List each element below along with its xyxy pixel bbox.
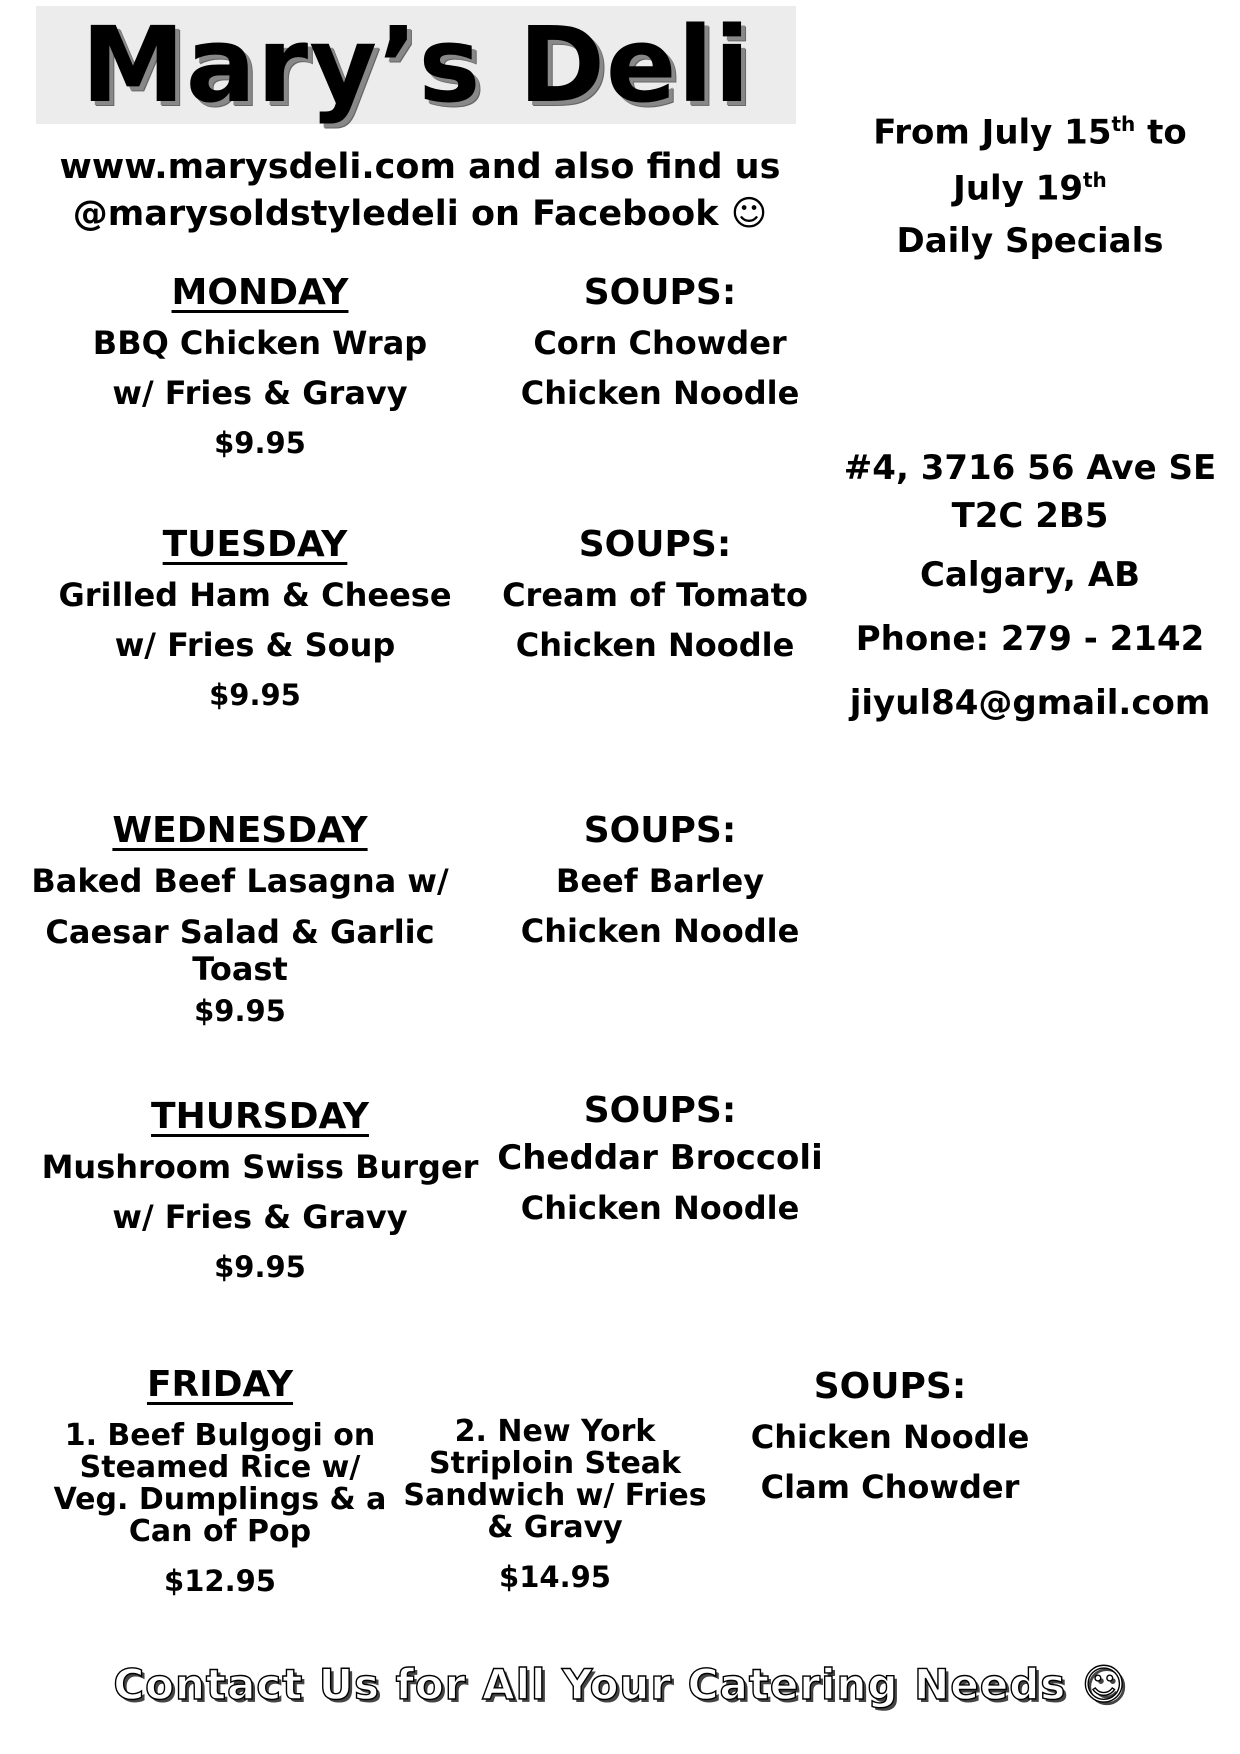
soup-item: Cream of Tomato [502,576,808,614]
address [840,444,1220,540]
web-info [40,144,800,238]
soups-heading: SOUPS: [578,524,732,565]
soup-item: Chicken Noodle [515,626,795,664]
price: $9.95 [214,1250,306,1284]
thursday-special [40,1096,480,1292]
facebook-line: @marysoldstyledeli on Facebook ☺ [72,194,768,234]
menu-item-line: w/ Fries & Soup [114,626,396,664]
menu-item-line: Baked Beef Lasagna w/ [31,862,449,900]
phone: Phone: 279 - 2142 [855,619,1205,659]
soups-heading: SOUPS: [583,810,737,851]
soup-item: Chicken Noodle [520,912,800,950]
menu-item-line: Striploin Steak [429,1446,681,1481]
logo-banner [36,6,796,124]
website-line: www.marysdeli.com and also find us [59,147,781,187]
wednesday-soups [480,810,840,956]
day-heading-thursday: THURSDAY [151,1096,369,1137]
friday-option-2 [400,1416,710,1602]
price: $9.95 [194,994,286,1028]
day-heading-monday: MONDAY [171,272,349,313]
soups-heading: SOUPS: [813,1366,967,1407]
tuesday-special [40,524,470,720]
price: $9.95 [214,426,306,460]
soup-item: Chicken Noodle [520,374,800,412]
soups-heading: SOUPS: [583,1090,737,1131]
soup-item: Beef Barley [555,862,765,900]
price: $14.95 [499,1560,611,1594]
monday-soups [480,272,840,418]
address-line-2: T2C 2B5 [951,496,1109,536]
price: $12.95 [164,1564,276,1598]
menu-item-line: Steamed Rice w/ [79,1450,361,1485]
daily-specials-heading: Daily Specials [896,221,1164,261]
email: jiyul84@gmail.com [849,683,1211,723]
day-heading-tuesday: TUESDAY [162,524,348,565]
menu-item-line: w/ Fries & Gravy [112,1198,408,1236]
day-heading-wednesday: WEDNESDAY [112,810,368,851]
price: $9.95 [209,678,301,712]
address-line-1: #4, 3716 56 Ave SE [843,448,1217,488]
page-title: Mary’s Deli [81,4,751,126]
soups-heading: SOUPS: [583,272,737,313]
catering-banner: Contact Us for All Your Catering Needs ☺ [113,1660,1127,1709]
date-range [840,100,1220,213]
menu-item-line: Grilled Ham & Cheese [58,576,452,614]
menu-item-line: & Gravy [487,1510,623,1545]
friday-soups [720,1366,1060,1512]
menu-item-line: Can of Pop [128,1514,312,1549]
thursday-soups [480,1090,840,1233]
tuesday-soups [480,524,830,670]
soup-item: Chicken Noodle [520,1189,800,1227]
date-end-line: July 19th [953,168,1107,209]
menu-item-line: 2. New York [454,1414,656,1449]
menu-item-line: Sandwich w/ Fries [403,1478,707,1513]
friday-option-1 [40,1420,400,1606]
soup-item: Chicken Noodle [750,1418,1030,1456]
city: Calgary, AB [919,555,1141,595]
menu-item-line: BBQ Chicken Wrap [92,324,428,362]
soup-item: Corn Chowder [533,324,787,362]
day-heading-friday: FRIDAY [146,1364,294,1405]
menu-item-line: Veg. Dumplings & a [53,1482,387,1517]
menu-item-line: Mushroom Swiss Burger [41,1148,479,1186]
soup-item: Clam Chowder [760,1468,1020,1506]
menu-item-line: 1. Beef Bulgogi on [64,1418,376,1453]
wednesday-special [20,810,460,1036]
menu-item-line: w/ Fries & Gravy [112,374,408,412]
menu-item-line: Toast [192,950,288,988]
monday-special [40,272,480,468]
date-from-line: From July 15th to [873,112,1187,153]
soup-item: Cheddar Broccoli [497,1138,823,1178]
menu-item-line: Caesar Salad & Garlic [45,913,435,951]
